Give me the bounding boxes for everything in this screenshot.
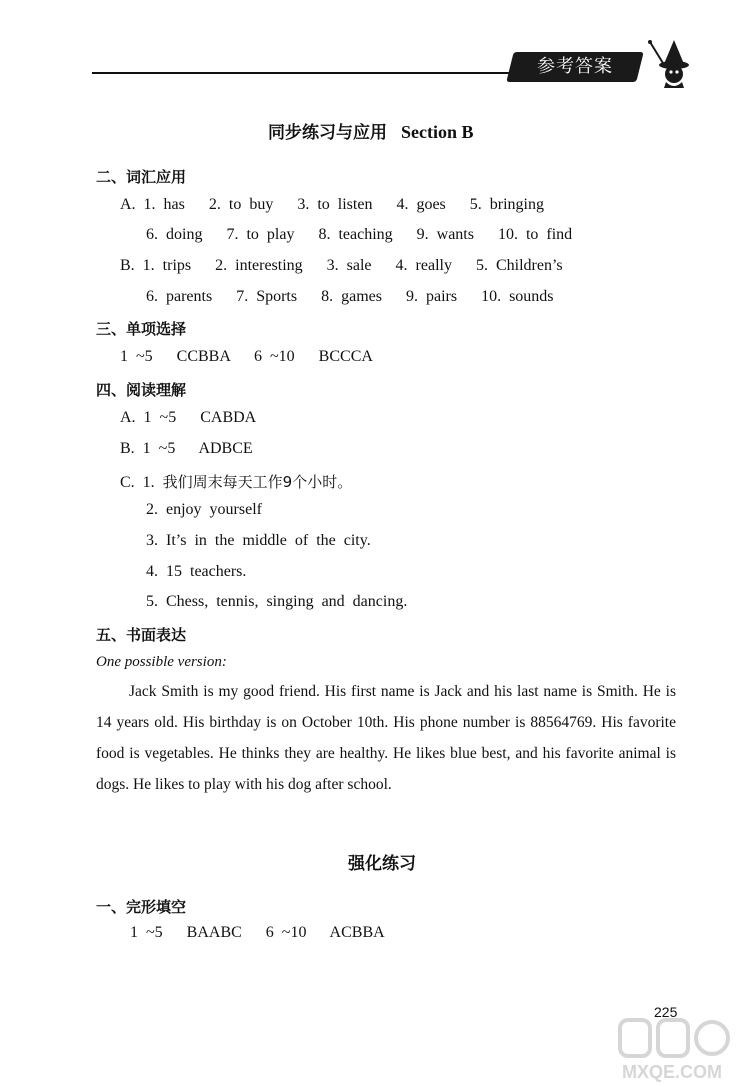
choice-answers: 1 ~5 CCBBA 6 ~10 BCCCA — [120, 348, 373, 365]
watermark-logo-icon — [618, 1014, 730, 1064]
writing-essay — [96, 676, 676, 800]
section-title — [268, 118, 474, 143]
reading-a-answers: A. 1 ~5 CABDA — [120, 409, 257, 426]
header-tab-label: 参考答案 — [537, 56, 613, 77]
vocab-heading: 二、词汇应用 — [96, 168, 187, 186]
reading-c3: 3. It’s in the middle of the city. — [146, 532, 371, 549]
reading-c2: 2. enjoy yourself — [146, 501, 262, 518]
reading-c-prefix: C. 1. — [120, 474, 155, 491]
wizard-mascot-icon — [648, 38, 700, 90]
cloze-answers: 1 ~5 BAABC 6 ~10 ACBBA — [130, 924, 385, 941]
vocab-line-a2: 6. doing 7. to play 8. teaching 9. wants 10. to find — [146, 226, 573, 243]
reading-c5: 5. Chess, tennis, singing and dancing. — [146, 593, 408, 610]
reading-c4: 4. 15 teachers. — [146, 563, 247, 580]
choice-heading: 三、单项选择 — [96, 320, 187, 338]
reading-c1-text: 我们周末每天工作9个小时。 — [162, 473, 353, 491]
reading-heading: 四、阅读理解 — [96, 381, 187, 399]
header-rule — [92, 72, 522, 74]
vocab-line-b1: B. 1. trips 2. interesting 3. sale 4. really 5. Children’s — [120, 257, 563, 274]
section-title-en: Section B — [401, 122, 474, 142]
reading-c1 — [120, 471, 352, 492]
watermark-text: MXQE.COM — [622, 1062, 723, 1082]
essay-text: Jack Smith is my good friend. His first name is Jack and his last name is Smith. He is 14 years old. His birthday is on October 10th. His phone number is 88564769. His favorite food is vegetables. He thinks they are healthy. He likes blue best, and his favorite animal is dogs. He likes to play with his dog after school. — [96, 683, 676, 793]
vocab-line-a1: A. 1. has 2. to buy 3. to listen 4. goes 5. bringing — [120, 196, 544, 213]
cloze-heading: 一、完形填空 — [96, 898, 187, 916]
header-tab — [506, 52, 643, 82]
vocab-line-b2: 6. parents 7. Sports 8. games 9. pairs 10. sounds — [146, 288, 554, 305]
writing-intro: One possible version: — [96, 654, 227, 670]
page-number: 225 — [654, 1004, 678, 1020]
reading-b-answers: B. 1 ~5 ADBCE — [120, 440, 253, 457]
writing-heading: 五、书面表达 — [96, 626, 187, 644]
section-title-zh: 同步练习与应用 — [268, 123, 387, 143]
reinforce-title: 强化练习 — [348, 854, 416, 874]
